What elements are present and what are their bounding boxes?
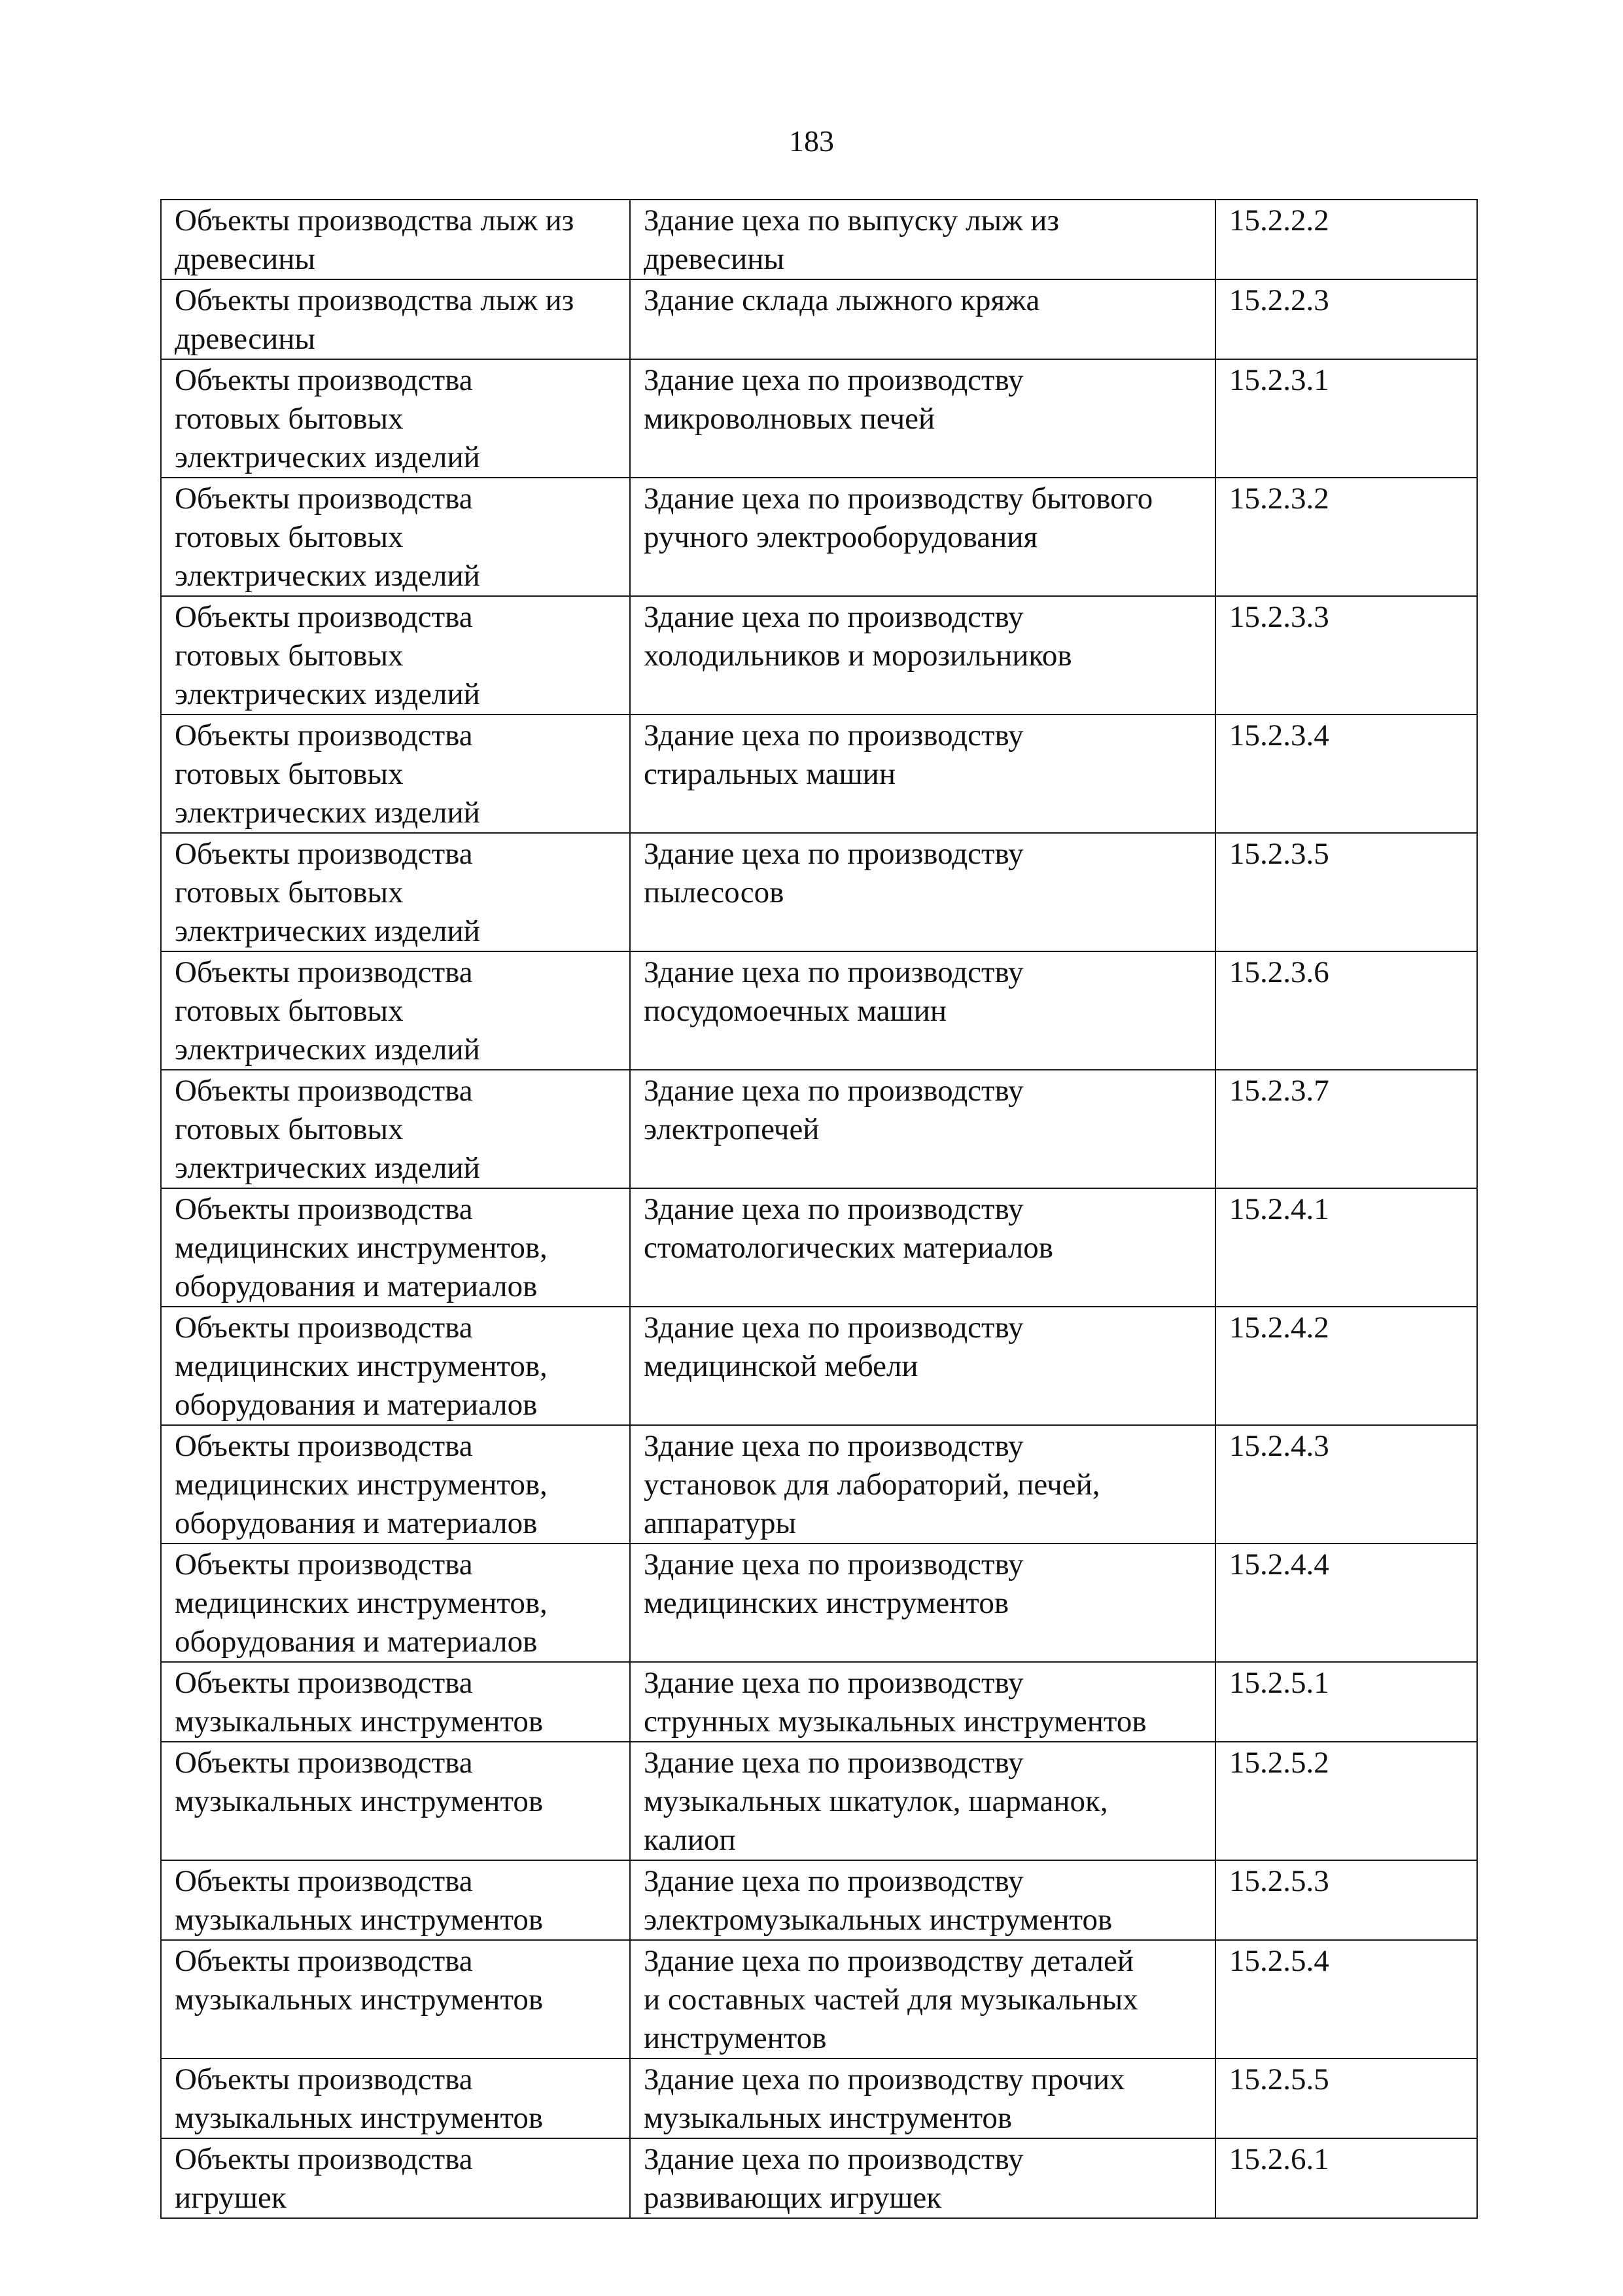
table-row [161, 1544, 1477, 1662]
table-row [161, 1860, 1477, 1940]
code-cell: 15.2.4.3 [1215, 1425, 1477, 1544]
code-cell: 15.2.4.1 [1215, 1188, 1477, 1307]
table-row [161, 1188, 1477, 1307]
building-cell: Здание цеха по производству бытового ручного электрооборудования [630, 478, 1215, 596]
code-cell: 15.2.5.5 [1215, 2058, 1477, 2138]
code-cell: 15.2.3.2 [1215, 478, 1477, 596]
table-body [161, 200, 1477, 2218]
table-row [161, 359, 1477, 478]
building-cell: Здание цеха по производству электропечей [630, 1070, 1215, 1188]
facilities-table [160, 199, 1478, 2219]
building-cell: Здание цеха по производству стоматологических материалов [630, 1188, 1215, 1307]
object-cell: Объекты производства готовых бытовых электрических изделий [161, 1070, 630, 1188]
building-cell: Здание цеха по производству посудомоечных машин [630, 951, 1215, 1070]
building-cell: Здание цеха по производству установок для лабораторий, печей, аппаратуры [630, 1425, 1215, 1544]
code-cell: 15.2.3.5 [1215, 833, 1477, 951]
object-cell: Объекты производства игрушек [161, 2138, 630, 2218]
object-cell: Объекты производства лыж из древесины [161, 200, 630, 279]
object-cell: Объекты производства готовых бытовых электрических изделий [161, 596, 630, 715]
code-cell: 15.2.3.6 [1215, 951, 1477, 1070]
code-cell: 15.2.5.1 [1215, 1662, 1477, 1742]
table-row [161, 1662, 1477, 1742]
building-cell: Здание цеха по производству музыкальных шкатулок, шарманок, калиоп [630, 1742, 1215, 1860]
object-cell: Объекты производства медицинских инструментов, оборудования и материалов [161, 1307, 630, 1425]
code-cell: 15.2.5.4 [1215, 1940, 1477, 2058]
building-cell: Здание цеха по производству развивающих игрушек [630, 2138, 1215, 2218]
table-row [161, 1425, 1477, 1544]
table-row [161, 715, 1477, 833]
code-cell: 15.2.5.3 [1215, 1860, 1477, 1940]
code-cell: 15.2.5.2 [1215, 1742, 1477, 1860]
table-row [161, 1742, 1477, 1860]
code-cell: 15.2.4.2 [1215, 1307, 1477, 1425]
building-cell: Здание цеха по производству микроволновых печей [630, 359, 1215, 478]
table-row [161, 1940, 1477, 2058]
building-cell: Здание цеха по производству деталей и составных частей для музыкальных инструментов [630, 1940, 1215, 2058]
table-row [161, 951, 1477, 1070]
object-cell: Объекты производства готовых бытовых электрических изделий [161, 715, 630, 833]
building-cell: Здание цеха по производству пылесосов [630, 833, 1215, 951]
code-cell: 15.2.3.1 [1215, 359, 1477, 478]
object-cell: Объекты производства готовых бытовых электрических изделий [161, 359, 630, 478]
building-cell: Здание цеха по производству медицинской мебели [630, 1307, 1215, 1425]
building-cell: Здание цеха по производству холодильников и морозильников [630, 596, 1215, 715]
object-cell: Объекты производства медицинских инструментов, оборудования и материалов [161, 1544, 630, 1662]
page-number: 183 [789, 124, 834, 158]
table-row [161, 478, 1477, 596]
table-row [161, 1070, 1477, 1188]
building-cell: Здание цеха по производству струнных музыкальных инструментов [630, 1662, 1215, 1742]
table-row [161, 200, 1477, 279]
object-cell: Объекты производства музыкальных инструментов [161, 1860, 630, 1940]
object-cell: Объекты производства музыкальных инструментов [161, 1940, 630, 2058]
table-row [161, 833, 1477, 951]
object-cell: Объекты производства готовых бытовых электрических изделий [161, 478, 630, 596]
object-cell: Объекты производства медицинских инструментов, оборудования и материалов [161, 1188, 630, 1307]
building-cell: Здание склада лыжного кряжа [630, 279, 1215, 359]
building-cell: Здание цеха по производству медицинских инструментов [630, 1544, 1215, 1662]
object-cell: Объекты производства готовых бытовых электрических изделий [161, 951, 630, 1070]
object-cell: Объекты производства медицинских инструментов, оборудования и материалов [161, 1425, 630, 1544]
table-row [161, 1307, 1477, 1425]
building-cell: Здание цеха по выпуску лыж из древесины [630, 200, 1215, 279]
code-cell: 15.2.3.3 [1215, 596, 1477, 715]
object-cell: Объекты производства лыж из древесины [161, 279, 630, 359]
code-cell: 15.2.4.4 [1215, 1544, 1477, 1662]
table-row [161, 596, 1477, 715]
building-cell: Здание цеха по производству прочих музыкальных инструментов [630, 2058, 1215, 2138]
object-cell: Объекты производства музыкальных инструментов [161, 2058, 630, 2138]
code-cell: 15.2.2.3 [1215, 279, 1477, 359]
object-cell: Объекты производства музыкальных инструментов [161, 1742, 630, 1860]
object-cell: Объекты производства музыкальных инструментов [161, 1662, 630, 1742]
table-row [161, 2138, 1477, 2218]
table-row [161, 2058, 1477, 2138]
building-cell: Здание цеха по производству электромузыкальных инструментов [630, 1860, 1215, 1940]
code-cell: 15.2.6.1 [1215, 2138, 1477, 2218]
building-cell: Здание цеха по производству стиральных машин [630, 715, 1215, 833]
code-cell: 15.2.3.4 [1215, 715, 1477, 833]
object-cell: Объекты производства готовых бытовых электрических изделий [161, 833, 630, 951]
code-cell: 15.2.3.7 [1215, 1070, 1477, 1188]
code-cell: 15.2.2.2 [1215, 200, 1477, 279]
table-row [161, 279, 1477, 359]
